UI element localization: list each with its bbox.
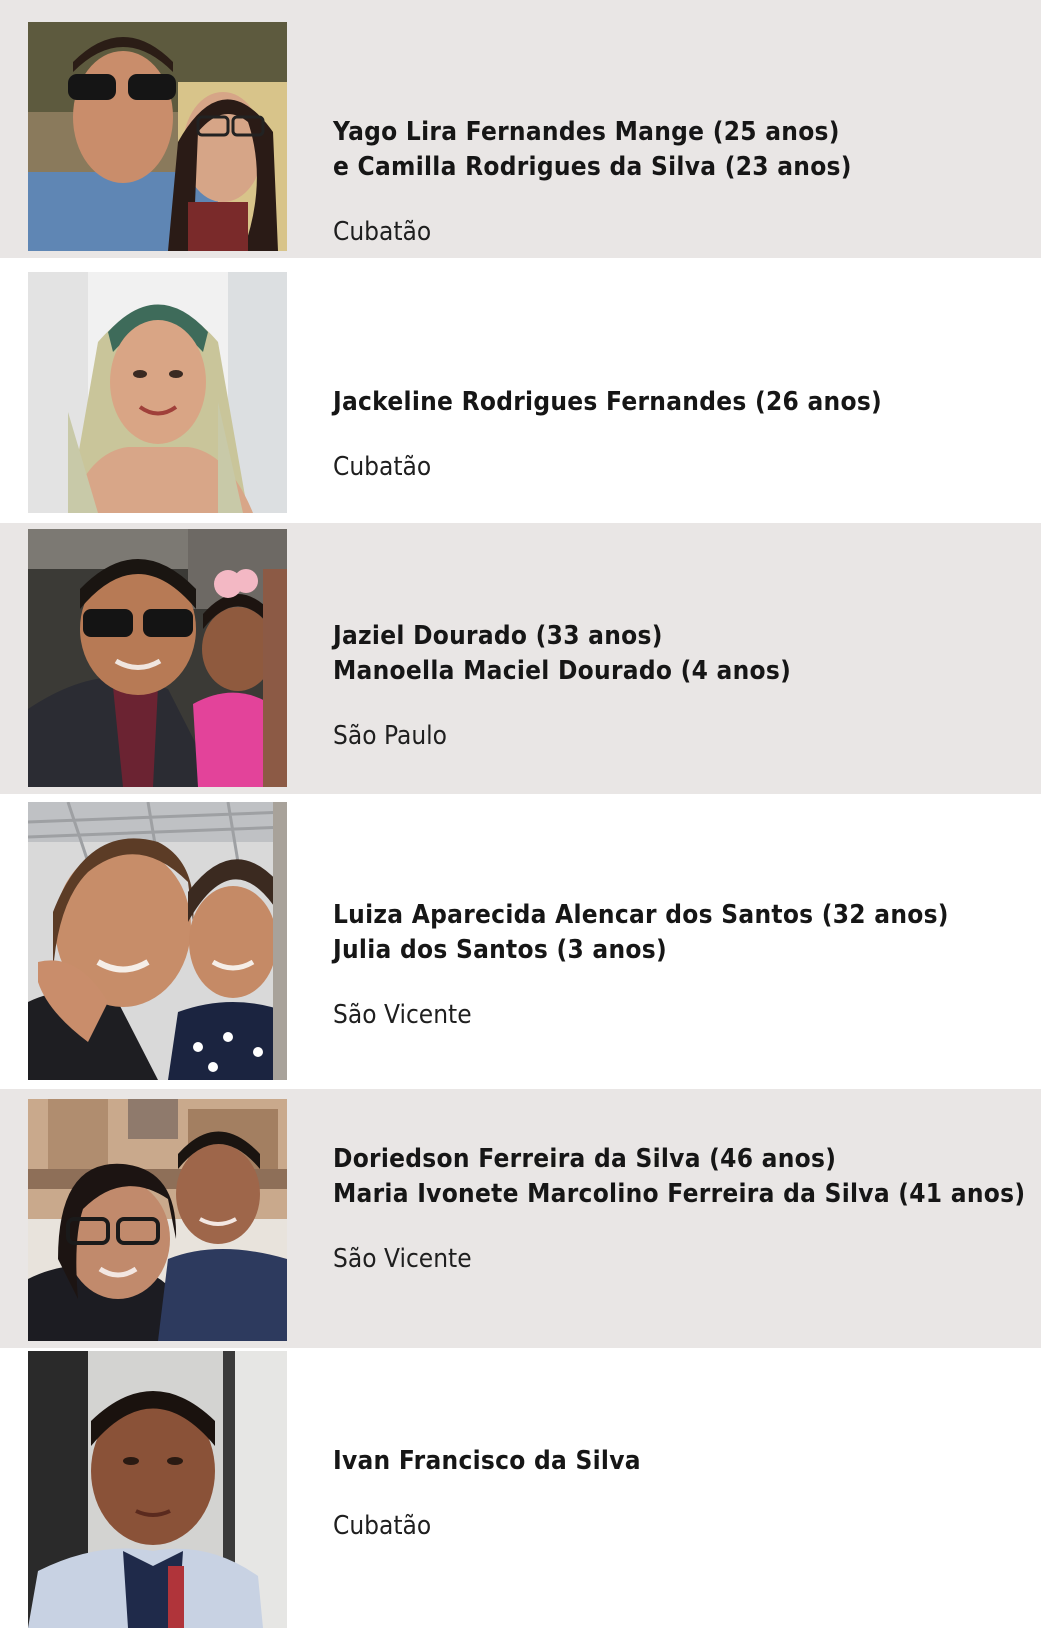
list-item [0,258,1041,523]
list-item [0,794,1041,1089]
photo-couple-selfie [28,22,287,251]
entry-name-line: Manoella Maciel Dourado (4 anos) [333,656,792,686]
entry-name-line: e Camilla Rodrigues da Silva (23 anos) [333,152,852,182]
entry-names [333,1444,963,1479]
list-item [0,0,1041,258]
entry-name-line: Yago Lira Fernandes Mange (25 anos) [333,117,840,147]
entry-city: São Vicente [333,1000,472,1030]
entry-name-line: Jaziel Dourado (33 anos) [333,621,663,651]
entry-city: São Paulo [333,721,448,751]
entry-city: Cubatão [333,217,432,247]
entry-info [333,1444,1033,1541]
entry-name-line: Julia dos Santos (3 anos) [333,935,667,965]
entry-names [333,1142,1026,1212]
entry-names [333,898,963,968]
photo-woman-portrait [28,272,287,513]
entry-city: Cubatão [333,1511,432,1541]
photo-father-daughter [28,529,287,787]
entry-info [333,898,1033,1030]
list-item [0,1089,1041,1348]
entry-info [333,115,1033,247]
entry-name-line: Luiza Aparecida Alencar dos Santos (32 anos) [333,900,949,930]
entry-name-line: Ivan Francisco da Silva [333,1446,641,1476]
entry-info [333,619,1033,751]
photo-man-bus [28,1351,287,1628]
entry-names [333,619,963,689]
entry-city: Cubatão [333,452,432,482]
entry-names [333,115,963,185]
photo-mother-daughter [28,802,287,1080]
list-item [0,523,1041,794]
entry-name-line: Maria Ivonete Marcolino Ferreira da Silva (41 anos) [333,1179,1026,1209]
list-item [0,1348,1041,1649]
entry-city: São Vicente [333,1244,472,1274]
entry-info [333,1142,1033,1274]
photo-couple-church [28,1099,287,1341]
entry-names [333,385,963,420]
entry-info [333,385,1033,482]
entry-name-line: Jackeline Rodrigues Fernandes (26 anos) [333,387,882,417]
entry-name-line: Doriedson Ferreira da Silva (46 anos) [333,1144,837,1174]
